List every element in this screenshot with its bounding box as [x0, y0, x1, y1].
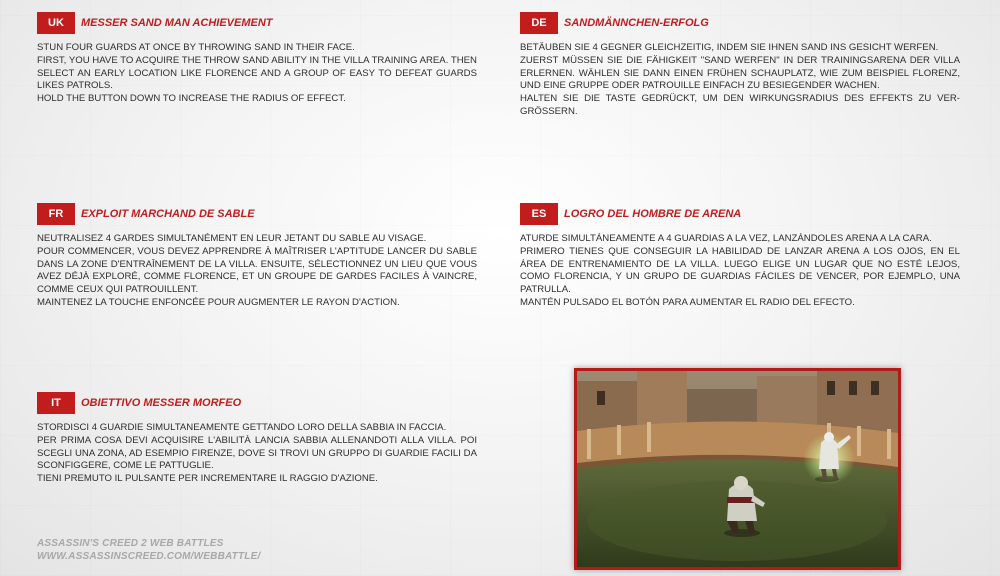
section-body: [37, 42, 477, 106]
game-screenshot: [574, 368, 901, 570]
section-title: EXPLOIT MARCHAND DE SABLE: [81, 208, 255, 220]
section-header: [37, 12, 477, 34]
body-line: BETÄUBEN SIE 4 GEGNER GLEICHZEITIG, INDEM SIE IHNEN SAND INS GESICHT WERFEN.: [520, 42, 939, 53]
body-line: HOLD THE BUTTON DOWN TO INCREASE THE RADIUS OF EFFECT.: [37, 93, 346, 105]
body-line: FIRST, YOU HAVE TO ACQUIRE THE THROW SAND ABILITY IN THE VILLA TRAINING AREA. THEN SELECT AN EARLY LOCATION LIKE FLORENCE AND A GROUP OF EASY TO DEFEAT GUARDS LIKES PATROLS.: [37, 54, 477, 92]
footer: [37, 537, 260, 563]
section-header: [37, 392, 477, 414]
body-line: HALTEN SIE DIE TASTE GEDRÜCKT, UM DEN WIRKUNGSRADIUS DES EFFEKTS ZU VER-GRÖSSERN.: [520, 93, 960, 117]
language-code-badge: FR: [37, 203, 75, 225]
body-line: POUR COMMENCER, VOUS DEVEZ APPRENDRE À MAÎTRISER L'APTITUDE LANCER DU SABLE DANS LA ZONE D'ENTRAÎNEMENT DE LA VILLA. ENSUITE, SÉLECTIONNEZ UN LIEU QUE VOUS AVEZ DÉJÀ EXPLORÉ, COMME FLORENCE, ET UN GROUPE DE GARDES FACILES À VAINCRE, COMME CEUX QUI PATROUILLENT.: [37, 245, 477, 296]
section-body: [520, 42, 960, 119]
section-es: [520, 203, 960, 310]
body-line: STORDISCI 4 GUARDIE SIMULTANEAMENTE GETTANDO LORO DELLA SABBIA IN FACCIA.: [37, 422, 447, 433]
section-body: [520, 233, 960, 310]
section-title: LOGRO DEL HOMBRE DE ARENA: [564, 208, 742, 220]
section-body: [37, 422, 477, 486]
language-code-badge: UK: [37, 12, 75, 34]
section-it: [37, 392, 477, 486]
body-line: NEUTRALISEZ 4 GARDES SIMULTANÉMENT EN LEUR JETANT DU SABLE AU VISAGE.: [37, 233, 427, 244]
body-line: PRIMERO TIENES QUE CONSEGUIR LA HABILIDAD DE LANZAR ARENA A LOS OJOS, EN EL ÁREA DE ENTRENAMIENTO DE LA VILLA. LUEGO ELIGE UN LUGAR QUE NO ESTÉ LEJOS, COMO FLORENCIA, Y UN GRUPO DE GUARDIAS FÁCILES DE VENCER, POR EJEMPLO, UNA PATRULLA.: [520, 245, 960, 296]
section-header: [520, 12, 960, 34]
language-code-badge: ES: [520, 203, 558, 225]
language-code-badge: IT: [37, 392, 75, 414]
body-line: MAINTENEZ LA TOUCHE ENFONCÉE POUR AUGMENTER LE RAYON D'ACTION.: [37, 296, 400, 308]
body-line: PER PRIMA COSA DEVI ACQUISIRE L'ABILITÀ LANCIA SABBIA ALLENANDOTI ALLA VILLA. POI SCEGLI UNA ZONA, AD ESEMPIO FIRENZE, DOVE SI TROVI UN GRUPPO DI GUARDIE FACILI DA SCONFIGGERE, COME LE PATTUGLIE.: [37, 434, 477, 472]
language-code-badge: DE: [520, 12, 558, 34]
body-line: ZUERST MÜSSEN SIE DIE FÄHIGKEIT "SAND WERFEN" IN DER TRAININGSARENA DER VILLA ERLERNEN. WÄHLEN SIE DANN EINEN FRÜHEN SCHAUPLATZ, WIE ZUM BEISPIEL FLORENZ, UND EINE GRUPPE ODER PATROUILLE EINFACH ZU BESIEGENDER WACHEN.: [520, 54, 960, 92]
section-title: MESSER SAND MAN ACHIEVEMENT: [81, 17, 273, 29]
section-title: OBIETTIVO MESSER MORFEO: [81, 397, 242, 409]
section-header: [520, 203, 960, 225]
game-scene-image: [577, 371, 898, 567]
section-header: [37, 203, 477, 225]
section-body: [37, 233, 477, 310]
footer-title: ASSASSIN'S CREED 2 WEB BATTLES: [37, 538, 224, 549]
body-line: ATURDE SIMULTÁNEAMENTE A 4 GUARDIAS A LA VEZ, LANZÁNDOLES ARENA A LA CARA.: [520, 233, 932, 244]
section-title: SANDMÄNNCHEN-ERFOLG: [564, 17, 709, 29]
section-de: [520, 12, 960, 119]
body-line: STUN FOUR GUARDS AT ONCE BY THROWING SAND IN THEIR FACE.: [37, 42, 355, 53]
footer-url: WWW.ASSASSINSCREED.COM/WEBBATTLE/: [37, 551, 261, 562]
body-line: TIENI PREMUTO IL PULSANTE PER INCREMENTARE IL RAGGIO D'AZIONE.: [37, 473, 378, 485]
section-fr: [37, 203, 477, 310]
body-line: MANTÉN PULSADO EL BOTÓN PARA AUMENTAR EL RADIO DEL EFECTO.: [520, 296, 855, 308]
section-uk: [37, 12, 477, 106]
